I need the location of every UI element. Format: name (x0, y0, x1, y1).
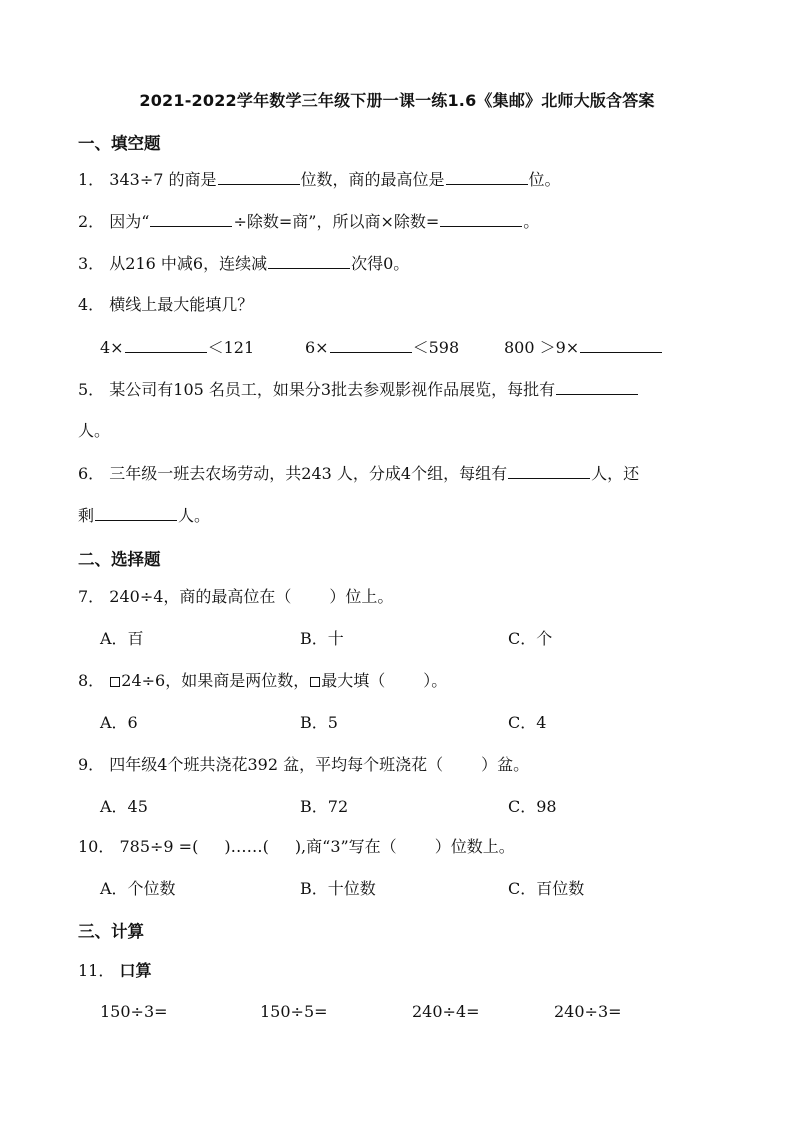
calc-item: 150÷3= (100, 1002, 168, 1021)
question-text: 从216 中减6，连续减 (109, 254, 268, 273)
option-a[interactable]: A．45 (100, 797, 148, 816)
option-a[interactable]: A．6 (100, 713, 138, 732)
page-title: 2021-2022学年数学三年级下册一课一练1.6《集邮》北师大版含答案 (139, 91, 655, 110)
question-9 (78, 754, 529, 776)
question-number: 11． (78, 961, 115, 980)
question-text: 24÷6，如果商是两位数， (121, 671, 310, 690)
expression-3 (504, 336, 663, 359)
question-text: 人。 (78, 421, 111, 440)
question-text: 785÷9 =( (119, 837, 199, 856)
option-a[interactable]: A．个位数 (100, 879, 176, 898)
calc-item: 240÷3= (554, 1002, 622, 1021)
question-text: 某公司有105 名员工，如果分3批去参观影视作品展览，每批有 (109, 380, 556, 399)
answer-blank[interactable] (218, 168, 300, 185)
answer-blank[interactable] (150, 210, 232, 227)
section-calculation: 三、计算 (78, 922, 144, 941)
question-number: 3． (78, 254, 105, 273)
question-text: ÷除数=商”，所以商×除数= (233, 212, 440, 231)
blank-square-icon (110, 677, 120, 687)
question-3 (78, 252, 409, 275)
blank-square-icon (310, 677, 320, 687)
question-text: 位。 (528, 170, 561, 189)
question-1 (78, 168, 561, 191)
question-6-continued (78, 504, 210, 527)
question-text: ),商“3”写在（ (294, 837, 397, 856)
answer-blank[interactable] (125, 336, 207, 353)
question-text: ）位上。 (329, 587, 394, 606)
section-multiple-choice: 二、选择题 (78, 550, 161, 569)
question-11 (78, 960, 151, 982)
question-text: 人，还 (591, 464, 640, 483)
question-text: ）。 (423, 671, 448, 690)
calc-item: 150÷5= (260, 1002, 328, 1021)
expression-text: 4× (100, 338, 124, 357)
option-b[interactable]: B．十位数 (300, 879, 376, 898)
section-fill-in-blank: 一、填空题 (78, 134, 161, 153)
answer-blank[interactable] (440, 210, 522, 227)
option-c[interactable]: C．百位数 (508, 879, 585, 898)
question-number: 2． (78, 212, 105, 231)
question-6 (78, 462, 639, 485)
question-text: 。 (523, 212, 540, 231)
question-text: 口算 (119, 961, 152, 980)
option-b[interactable]: B．72 (300, 797, 349, 816)
option-b[interactable]: B．5 (300, 713, 338, 732)
question-text: 四年级4个班共浇花392 盆，平均每个班浇花（ (109, 755, 444, 774)
question-text: 横线上最大能填几？ (109, 295, 254, 314)
answer-blank[interactable] (95, 504, 177, 521)
expression-2 (305, 336, 459, 359)
question-number: 5． (78, 380, 105, 399)
question-text: 343÷7 的商是 (109, 170, 217, 189)
question-number: 8． (78, 671, 105, 690)
question-number: 6． (78, 464, 105, 483)
option-a[interactable]: A．百 (100, 629, 144, 648)
question-number: 1． (78, 170, 105, 189)
expression-text: ＜121 (207, 338, 255, 357)
expression-text: 800 ＞9× (504, 338, 580, 357)
answer-blank[interactable] (580, 336, 662, 353)
option-c[interactable]: C．4 (508, 713, 547, 732)
answer-blank[interactable] (446, 168, 528, 185)
question-text: 位数，商的最高位是 (300, 170, 445, 189)
question-text: )……( (224, 837, 269, 856)
question-text: ）盆。 (481, 755, 530, 774)
answer-blank[interactable] (508, 462, 590, 479)
question-2 (78, 210, 539, 233)
question-8 (78, 670, 447, 692)
question-text: 剩 (78, 506, 95, 525)
answer-blank[interactable] (556, 378, 638, 395)
question-10 (78, 836, 515, 858)
question-text: 人。 (178, 506, 211, 525)
option-c[interactable]: C．个 (508, 629, 553, 648)
calc-item: 240÷4= (412, 1002, 480, 1021)
question-text: 最大填（ (321, 671, 386, 690)
question-text: 240÷4，商的最高位在（ (109, 587, 292, 606)
question-number: 9． (78, 755, 105, 774)
question-7 (78, 586, 393, 608)
expression-text: 6× (305, 338, 329, 357)
expression-1 (100, 336, 254, 359)
question-text: 因为“ (109, 212, 150, 231)
answer-blank[interactable] (330, 336, 412, 353)
question-5-continued (78, 420, 110, 442)
question-text: 次得0。 (351, 254, 410, 273)
question-number: 10． (78, 837, 115, 856)
answer-blank[interactable] (268, 252, 350, 269)
expression-text: ＜598 (412, 338, 460, 357)
question-text: 三年级一班去农场劳动，共243 人，分成4个组，每组有 (109, 464, 508, 483)
question-4 (78, 294, 253, 316)
option-b[interactable]: B．十 (300, 629, 344, 648)
question-5 (78, 378, 639, 401)
question-text: ）位数上。 (434, 837, 515, 856)
question-number: 7． (78, 587, 105, 606)
option-c[interactable]: C．98 (508, 797, 557, 816)
question-number: 4． (78, 295, 105, 314)
